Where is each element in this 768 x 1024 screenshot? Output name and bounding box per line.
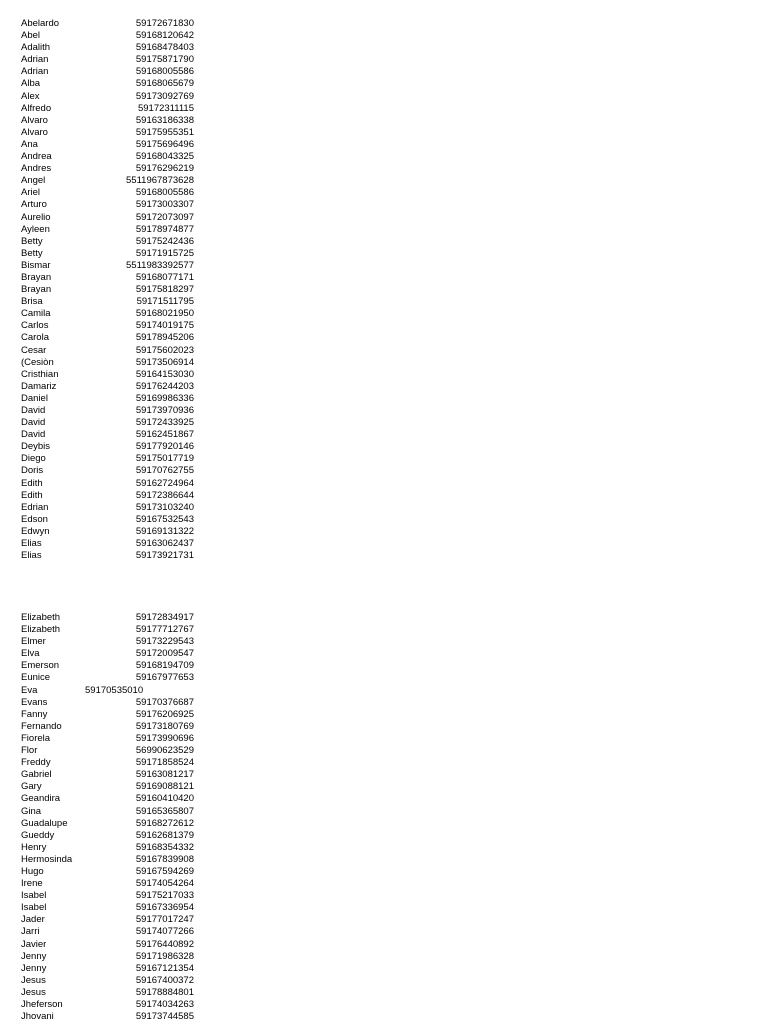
contact-row — [21, 612, 197, 624]
contact-row — [21, 91, 197, 103]
contact-phone: 59168194709 — [135, 660, 194, 672]
contact-name: Daniel — [21, 392, 48, 404]
contact-phone: 59162451867 — [135, 429, 194, 441]
contact-name: Jhovani — [21, 1011, 54, 1023]
contact-name: Elmer — [21, 636, 46, 648]
contact-name: Elias — [21, 538, 42, 550]
contact-name: Brayan — [21, 271, 52, 283]
contact-row — [21, 818, 197, 830]
contact-name: Brayan — [21, 284, 52, 296]
contact-phone: 59168021950 — [135, 308, 194, 320]
contact-phone: 56990623529 — [135, 745, 194, 757]
contact-row — [21, 490, 197, 502]
contact-row — [21, 272, 197, 284]
contact-row — [21, 381, 197, 393]
contact-phone: 59175602023 — [135, 344, 194, 356]
contact-phone: 59171511795 — [136, 296, 194, 308]
contact-name: Angel — [21, 175, 46, 187]
contact-phone: 59169088121 — [135, 781, 194, 793]
contact-name: Henry — [21, 841, 47, 853]
contact-phone: 59171858524 — [135, 757, 194, 769]
contact-phone: 59169131322 — [135, 525, 194, 537]
contact-row — [21, 405, 197, 417]
contact-name: Diego — [21, 453, 46, 465]
contact-phone: 59168005586 — [135, 66, 194, 78]
contact-phone: 59168043325 — [135, 151, 194, 163]
contact-name: Edrian — [21, 501, 49, 513]
contact-name: Jenny — [21, 962, 47, 974]
contact-name: Abelardo — [21, 18, 60, 29]
contact-name: Ana — [21, 138, 38, 150]
contact-row — [21, 284, 197, 296]
contact-phone: 59162724964 — [135, 477, 194, 489]
contact-name: Freddy — [21, 757, 51, 769]
contact-phone: 59168272612 — [135, 817, 194, 829]
contact-row — [21, 224, 197, 236]
contact-row — [21, 878, 197, 890]
contact-row — [21, 127, 197, 139]
contact-phone: 59174054264 — [135, 878, 194, 890]
contact-phone: 59175017719 — [135, 453, 194, 465]
contact-block-2 — [21, 612, 197, 1023]
contact-phone: 59167400372 — [135, 974, 194, 986]
contact-name: Alex — [21, 90, 40, 102]
contact-row — [21, 975, 197, 987]
contact-row — [21, 854, 197, 866]
contact-phone: 59172671830 — [135, 18, 194, 29]
contact-row — [21, 987, 197, 999]
contact-phone: 59163062437 — [135, 538, 194, 550]
contact-row — [21, 1011, 197, 1023]
contact-name: Damariz — [21, 380, 57, 392]
contact-phone: 59173229543 — [135, 636, 194, 648]
contact-phone: 59174034263 — [135, 999, 194, 1010]
contact-name: Hermosinda — [21, 853, 73, 865]
contact-row — [21, 926, 197, 938]
contact-phone: 59167532543 — [135, 513, 194, 525]
contact-phone: 59175955351 — [135, 126, 194, 138]
contact-name: Adalith — [21, 42, 51, 54]
contact-row — [21, 212, 197, 224]
contact-name: Betty — [21, 235, 43, 247]
contact-name: Brisa — [21, 296, 43, 308]
contact-name: Alvaro — [21, 126, 48, 138]
contact-row — [21, 393, 197, 405]
contact-row — [21, 30, 197, 42]
contact-name: Jesus — [21, 986, 46, 998]
contact-phone: 59167977653 — [135, 672, 194, 684]
contact-row — [21, 115, 197, 127]
contact-row — [21, 721, 197, 733]
contact-row — [21, 248, 197, 260]
contact-row — [21, 54, 197, 66]
contact-phone: 5511983392577 — [126, 259, 194, 271]
contact-phone: 59165365807 — [135, 805, 194, 817]
contact-phone: 59178884801 — [135, 986, 194, 998]
contact-row — [21, 357, 197, 369]
contact-phone: 59172834917 — [135, 612, 194, 623]
contact-phone: 59174019175 — [135, 320, 194, 332]
contact-phone: 59176440892 — [135, 938, 194, 950]
contact-name: Jarri — [21, 926, 40, 938]
contact-phone: 59173990696 — [135, 732, 194, 744]
contact-phone: 59175696496 — [135, 138, 194, 150]
contact-name: (Cesiòn — [21, 356, 54, 368]
contact-phone: 59173921731 — [135, 550, 194, 562]
contact-row — [21, 999, 197, 1011]
contact-row — [21, 308, 197, 320]
contact-row — [21, 902, 197, 914]
contact-phone: 59167336954 — [135, 902, 194, 914]
contact-row — [21, 550, 197, 562]
contact-row — [21, 939, 197, 951]
contact-phone: 59172073097 — [135, 211, 194, 223]
contact-name: Alvaro — [21, 114, 48, 126]
contact-row — [21, 890, 197, 902]
contact-phone: 59170376687 — [135, 696, 194, 708]
contact-phone: 59160410420 — [135, 793, 194, 805]
contact-phone: 59176296219 — [135, 163, 194, 175]
contact-row — [21, 78, 197, 90]
contact-row — [21, 502, 197, 514]
contact-phone: 59168065679 — [135, 78, 194, 90]
contact-row — [21, 260, 197, 272]
contact-name: Elizabeth — [21, 612, 61, 623]
contact-name: Flor — [21, 745, 38, 757]
contact-name: Elias — [21, 550, 42, 562]
contact-row — [21, 175, 197, 187]
contact-row — [21, 199, 197, 211]
contact-name: Javier — [21, 938, 47, 950]
contact-row — [21, 236, 197, 248]
contact-row — [21, 866, 197, 878]
contact-row — [21, 187, 197, 199]
contact-phone: 59171986328 — [135, 950, 194, 962]
contact-row — [21, 320, 197, 332]
contact-name: Isabel — [21, 902, 47, 914]
contact-name: Adrian — [21, 54, 49, 66]
contact-name: Bismar — [21, 259, 51, 271]
contact-phone: 59173744585 — [135, 1011, 194, 1023]
contact-phone: 59163081217 — [135, 769, 194, 781]
contact-row — [21, 429, 197, 441]
contact-phone: 59172311115 — [137, 102, 194, 114]
contact-name: Andres — [21, 163, 52, 175]
contact-name: Deybis — [21, 441, 51, 453]
contact-row — [21, 103, 197, 115]
contact-row — [21, 648, 197, 660]
contact-row — [21, 332, 197, 344]
contact-name: Hugo — [21, 865, 44, 877]
contact-row — [21, 697, 197, 709]
contact-name: Eunice — [21, 672, 51, 684]
contact-name: Evans — [21, 696, 48, 708]
contact-row — [21, 296, 197, 308]
contact-name: David — [21, 405, 46, 416]
contact-row — [21, 514, 197, 526]
contact-name: Gary — [21, 781, 42, 793]
contact-phone: 59173970936 — [135, 405, 194, 416]
contact-row — [21, 151, 197, 163]
contact-row — [21, 636, 197, 648]
contact-name: Isabel — [21, 890, 47, 902]
contact-phone: 59168005586 — [135, 187, 194, 199]
contact-name: Betty — [21, 247, 43, 259]
contact-name: Alfredo — [21, 102, 52, 114]
contact-name: Arturo — [21, 199, 47, 211]
contact-row — [21, 830, 197, 842]
contact-name: Camila — [21, 308, 51, 320]
contact-name: Ayleen — [21, 223, 50, 235]
contact-phone: 59177712767 — [135, 624, 194, 636]
contact-row — [21, 18, 197, 30]
contact-name: Elizabeth — [21, 624, 61, 636]
contact-row — [21, 757, 197, 769]
contact-row — [21, 66, 197, 78]
contact-row — [21, 660, 197, 672]
contact-phone: 59168478403 — [135, 42, 194, 54]
contact-phone: 59168120642 — [135, 30, 194, 42]
contact-phone: 59175217033 — [135, 890, 194, 902]
contact-phone: 59167121354 — [135, 962, 194, 974]
contact-phone: 59172009547 — [135, 648, 194, 660]
contact-name: Carlos — [21, 320, 49, 332]
contact-name: Andrea — [21, 151, 52, 163]
contact-name: Adrian — [21, 66, 49, 78]
contact-name: Edwyn — [21, 525, 50, 537]
contact-phone: 59175818297 — [135, 284, 194, 296]
contact-name: Alba — [21, 78, 41, 90]
contact-name: Geandira — [21, 793, 61, 805]
contact-phone: 59178945206 — [135, 332, 194, 344]
contact-name: Edith — [21, 489, 43, 501]
contact-row — [21, 806, 197, 818]
contact-row — [21, 441, 197, 453]
contact-phone: 59162681379 — [135, 829, 194, 841]
contact-name: Guadalupe — [21, 817, 68, 829]
contact-row — [21, 963, 197, 975]
contact-phone: 59176244203 — [135, 380, 194, 392]
contact-name: Jenny — [21, 950, 47, 962]
contact-row — [21, 526, 197, 538]
contact-name: Fernando — [21, 720, 62, 732]
contact-name: David — [21, 417, 46, 429]
contact-name: Cristhian — [21, 368, 59, 380]
contact-row — [21, 914, 197, 926]
contact-phone: 59170762755 — [135, 465, 194, 477]
contact-row — [21, 465, 197, 477]
contact-phone: 59173506914 — [135, 356, 194, 368]
contact-phone: 59172386644 — [135, 489, 194, 501]
contact-phone: 59173092769 — [135, 90, 194, 102]
contact-row — [21, 345, 197, 357]
contact-row — [21, 42, 197, 54]
contact-phone: 59173003307 — [135, 199, 194, 211]
contact-name: Fanny — [21, 708, 48, 720]
contact-name: Cesar — [21, 344, 47, 356]
contact-row — [21, 793, 197, 805]
contact-phone: 59171915725 — [135, 247, 194, 259]
contact-row — [21, 369, 197, 381]
contact-row — [21, 672, 197, 684]
contact-phone: 59173103240 — [135, 501, 194, 513]
contact-row — [21, 769, 197, 781]
contact-row — [21, 842, 197, 854]
contact-name: Ariel — [21, 187, 41, 199]
contact-name: Jader — [21, 914, 45, 926]
contact-phone: 59175242436 — [135, 235, 194, 247]
contact-name: Gabriel — [21, 769, 52, 781]
contact-row — [21, 624, 197, 636]
contact-name: David — [21, 429, 46, 441]
contact-phone: 59167594269 — [135, 865, 194, 877]
contact-name: Abel — [21, 30, 41, 42]
contact-phone: 59169986336 — [135, 392, 194, 404]
contact-row — [21, 709, 197, 721]
contact-phone: 59178974877 — [135, 223, 194, 235]
contact-name: Gueddy — [21, 829, 55, 841]
contact-phone: 59168077171 — [135, 271, 194, 283]
contact-phone: 59177920146 — [135, 441, 194, 453]
contact-row — [21, 478, 197, 490]
contact-phone: 5511967873628 — [126, 175, 194, 187]
contact-phone: 59170535010 — [85, 684, 144, 696]
contact-name: Aurelio — [21, 211, 51, 223]
contact-name: Fiorela — [21, 732, 51, 744]
contact-row — [21, 685, 197, 697]
contact-name: Elva — [21, 648, 40, 660]
contact-phone: 59177017247 — [135, 914, 194, 926]
contact-phone: 59168354332 — [135, 841, 194, 853]
contact-phone: 59175871790 — [135, 54, 194, 66]
contact-row — [21, 745, 197, 757]
contact-name: Irene — [21, 878, 43, 890]
contact-row — [21, 951, 197, 963]
contact-name: Edith — [21, 477, 43, 489]
contact-phone: 59172433925 — [135, 417, 194, 429]
contact-block-1 — [21, 18, 197, 562]
contact-row — [21, 417, 197, 429]
contact-name: Carola — [21, 332, 49, 344]
contact-name: Eva — [21, 684, 38, 696]
contact-row — [21, 781, 197, 793]
contact-phone: 59163186338 — [135, 114, 194, 126]
contact-name: Jesus — [21, 974, 46, 986]
contact-phone: 59164153030 — [135, 368, 194, 380]
contact-phone: 59174077266 — [135, 926, 194, 938]
contact-name: Doris — [21, 465, 44, 477]
contact-name: Jheferson — [21, 999, 63, 1010]
contact-row — [21, 139, 197, 151]
contact-phone: 59176206925 — [135, 708, 194, 720]
contact-name: Gina — [21, 805, 42, 817]
contact-name: Edson — [21, 513, 48, 525]
contact-name: Emerson — [21, 660, 60, 672]
contact-row — [21, 733, 197, 745]
contact-phone: 59167839908 — [135, 853, 194, 865]
contact-row — [21, 163, 197, 175]
contact-row — [21, 538, 197, 550]
contact-row — [21, 453, 197, 465]
contact-phone: 59173180769 — [135, 720, 194, 732]
